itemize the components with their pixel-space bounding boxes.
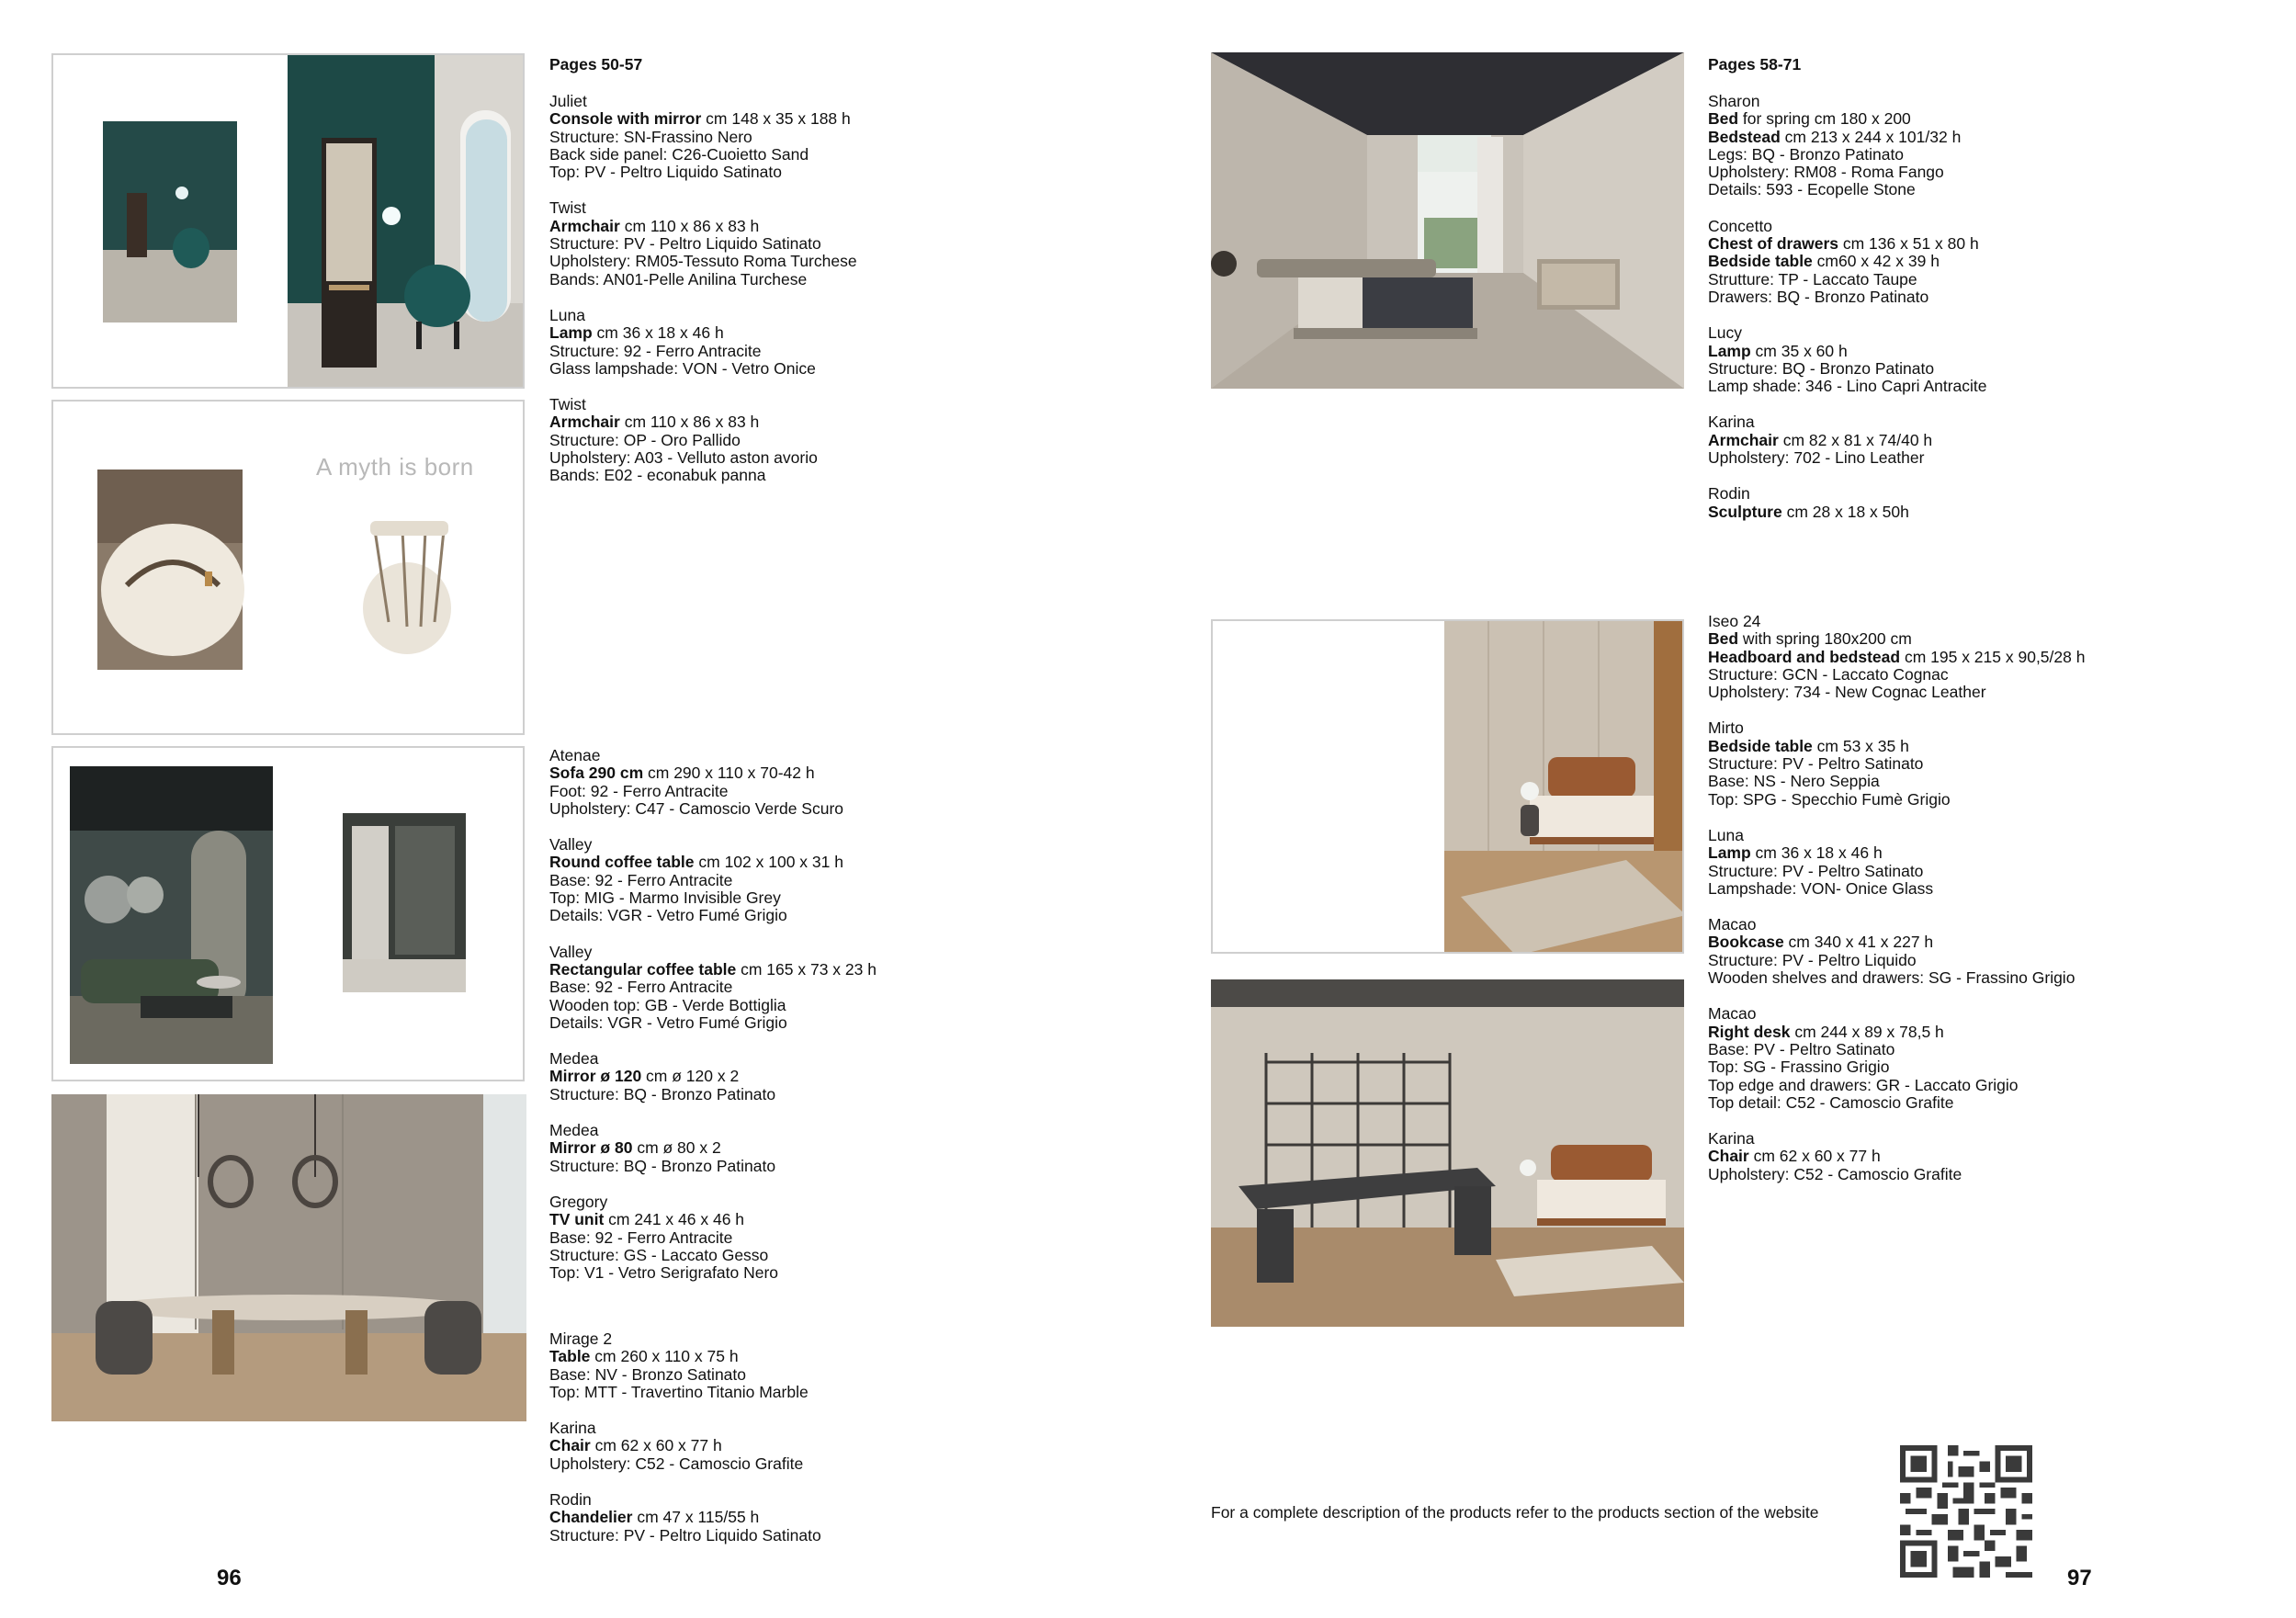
product-block xyxy=(1708,413,1987,467)
photo-sharon-bed xyxy=(1211,52,1684,389)
product-line: Wooden top: GB - Verde Bottiglia xyxy=(549,995,786,1014)
collection-name: Luna xyxy=(549,305,585,324)
product-line: Bedside table cm60 x 42 x 39 h xyxy=(1708,252,1940,271)
product-block xyxy=(1708,613,2085,701)
collection-name: Lucy xyxy=(1708,323,1742,343)
product-line: Structure: BQ - Bronzo Patinato xyxy=(1708,358,1935,378)
product-block xyxy=(549,93,857,181)
product-block xyxy=(1708,485,1987,521)
product-line: Chair cm 62 x 60 x 77 h xyxy=(1708,1147,1881,1166)
product-line: Top: MIG - Marmo Invisible Grey xyxy=(549,888,781,908)
collection-name: Juliet xyxy=(549,92,587,110)
product-line: Structure: GS - Laccato Gesso xyxy=(549,1245,769,1264)
image-mirage-dining xyxy=(51,1094,526,1421)
collection-name: Mirage 2 xyxy=(549,1329,613,1348)
left-column-top xyxy=(549,93,857,504)
product-block xyxy=(549,1122,877,1175)
section-header: Pages 58-71 xyxy=(1708,55,1802,74)
collection-name: Karina xyxy=(549,1419,596,1438)
product-block xyxy=(549,1420,821,1473)
product-line: Right desk cm 244 x 89 x 78,5 h xyxy=(1708,1022,1944,1041)
image-twist-armchair-ivory xyxy=(51,400,525,735)
image-caption: A myth is born xyxy=(316,453,474,481)
collection-name: Medea xyxy=(549,1121,599,1140)
right-column-bottom xyxy=(1708,613,2085,1202)
product-line: Top: V1 - Vetro Serigrafato Nero xyxy=(549,1263,779,1283)
collection-name: Karina xyxy=(1708,1129,1755,1148)
photo-iseo-bed xyxy=(1213,621,1684,954)
product-line: Structure: OP - Oro Pallido xyxy=(549,430,741,449)
product-line: Top: SPG - Specchio Fumè Grigio xyxy=(1708,789,1951,809)
collection-name: Iseo 24 xyxy=(1708,612,1761,630)
product-line: Bookcase cm 340 x 41 x 227 h xyxy=(1708,933,1934,952)
product-block xyxy=(549,1491,821,1544)
collection-name: Valley xyxy=(549,835,593,854)
product-line: Bed with spring 180x200 cm xyxy=(1708,629,1912,649)
product-block xyxy=(1708,324,1987,395)
photo-twist-armchair xyxy=(53,402,525,735)
product-line: Drawers: BQ - Bronzo Patinato xyxy=(1708,287,1929,306)
product-block xyxy=(549,199,857,288)
collection-name: Macao xyxy=(1708,915,1757,934)
product-line: Upholstery: A03 - Velluto aston avorio xyxy=(549,448,818,468)
product-line: Structure: PV - Peltro Liquido Satinato xyxy=(549,234,821,254)
product-line: Top: PV - Peltro Liquido Satinato xyxy=(549,163,782,182)
collection-name: Gregory xyxy=(549,1192,608,1211)
product-line: Base: NS - Nero Seppia xyxy=(1708,772,1880,791)
product-line: Mirror ø 80 cm ø 80 x 2 xyxy=(549,1138,721,1158)
collection-name: Concetto xyxy=(1708,216,1773,235)
product-block xyxy=(1708,827,2085,898)
collection-name: Valley xyxy=(549,942,593,961)
product-block xyxy=(1708,1130,2085,1183)
product-line: Mirror ø 120 cm ø 120 x 2 xyxy=(549,1067,740,1086)
product-block xyxy=(549,396,857,484)
product-block xyxy=(549,307,857,378)
product-block xyxy=(1708,218,1987,306)
product-line: Upholstery: RM05-Tessuto Roma Turchese xyxy=(549,252,857,271)
product-line: Upholstery: 734 - New Cognac Leather xyxy=(1708,683,1986,702)
product-line: Bands: AN01-Pelle Anilina Turchese xyxy=(549,269,808,289)
product-line: Headboard and bedstead cm 195 x 215 x 90,5/28 h xyxy=(1708,647,2086,666)
product-line: Structure: PV - Peltro Liquido Satinato xyxy=(549,1525,821,1544)
product-line: Upholstery: C47 - Camoscio Verde Scuro xyxy=(549,798,843,818)
product-line: Details: VGR - Vetro Fumé Grigio xyxy=(549,1013,787,1032)
collection-name: Mirto xyxy=(1708,718,1744,738)
collection-name: Luna xyxy=(1708,825,1744,844)
image-juliet-twist xyxy=(51,53,525,389)
image-iseo-bed xyxy=(1211,619,1684,954)
product-line: Upholstery: C52 - Camoscio Grafite xyxy=(549,1454,804,1473)
product-line: Chest of drawers cm 136 x 51 x 80 h xyxy=(1708,234,1979,254)
product-line: Lamp cm 36 x 18 x 46 h xyxy=(1708,843,1883,863)
qr-code-icon[interactable] xyxy=(1900,1445,2032,1578)
product-line: Chair cm 62 x 60 x 77 h xyxy=(549,1436,722,1455)
product-block xyxy=(1708,93,1987,199)
product-line: Bands: E02 - econabuk panna xyxy=(549,466,766,485)
product-line: Console with mirror cm 148 x 35 x 188 h xyxy=(549,109,851,129)
right-column-top xyxy=(1708,93,1987,539)
image-macao-study xyxy=(1211,979,1684,1327)
product-block xyxy=(1708,719,2085,808)
product-line: Base: PV - Peltro Satinato xyxy=(1708,1039,1895,1058)
product-line: Structure: BQ - Bronzo Patinato xyxy=(549,1084,776,1103)
left-column-middle xyxy=(549,747,877,1300)
collection-name: Rodin xyxy=(1708,484,1750,504)
product-line: Details: VGR - Vetro Fumé Grigio xyxy=(549,906,787,925)
product-line: Lamp cm 35 x 60 h xyxy=(1708,341,1848,360)
product-line: Sculpture cm 28 x 18 x 50h xyxy=(1708,502,1909,521)
product-line: Structure: BQ - Bronzo Patinato xyxy=(549,1156,776,1175)
product-line: Glass lampshade: VON - Vetro Onice xyxy=(549,358,816,378)
product-line: Armchair cm 82 x 81 x 74/40 h xyxy=(1708,430,1933,449)
product-line: Foot: 92 - Ferro Antracite xyxy=(549,781,729,800)
collection-name: Karina xyxy=(1708,413,1755,432)
product-line: Bedstead cm 213 x 244 x 101/32 h xyxy=(1708,127,1962,146)
product-line: Strutture: TP - Laccato Taupe xyxy=(1708,269,1917,289)
product-line: Structure: PV - Peltro Satinato xyxy=(1708,754,1924,774)
product-block xyxy=(549,836,877,924)
photo-juliet-console xyxy=(53,55,525,389)
product-line: Upholstery: 702 - Lino Leather xyxy=(1708,448,1925,468)
product-line: Base: 92 - Ferro Antracite xyxy=(549,870,733,889)
product-line: Structure: SN-Frassino Nero xyxy=(549,127,752,146)
product-line: Top: MTT - Travertino Titanio Marble xyxy=(549,1382,809,1401)
right-header xyxy=(1708,56,1801,74)
photo-mirage-table xyxy=(51,1094,526,1421)
product-line: Armchair cm 110 x 86 x 83 h xyxy=(549,413,760,432)
product-block xyxy=(549,1194,877,1282)
product-block xyxy=(1708,916,2085,987)
product-block xyxy=(549,944,877,1032)
product-line: Bedside table cm 53 x 35 h xyxy=(1708,736,1909,755)
collection-name: Sharon xyxy=(1708,92,1760,110)
product-line: Upholstery: RM08 - Roma Fango xyxy=(1708,163,1944,182)
collection-name: Rodin xyxy=(549,1490,592,1510)
collection-name: Macao xyxy=(1708,1004,1757,1024)
left-column-bottom xyxy=(549,1330,821,1563)
product-block xyxy=(1708,1005,2085,1112)
product-block xyxy=(549,1050,877,1103)
page-number-right: 97 xyxy=(2067,1566,2092,1590)
product-line: Top detail: C52 - Camoscio Grafite xyxy=(1708,1092,1954,1112)
product-line: Round coffee table cm 102 x 100 x 31 h xyxy=(549,853,843,872)
image-sharon-bedroom xyxy=(1211,52,1684,389)
collection-name: Twist xyxy=(549,395,586,414)
image-atenae-living xyxy=(51,746,525,1081)
product-line: Bed for spring cm 180 x 200 xyxy=(1708,109,1911,129)
collection-name: Medea xyxy=(549,1049,599,1069)
product-line: Structure: 92 - Ferro Antracite xyxy=(549,341,762,360)
product-line: Sofa 290 cm cm 290 x 110 x 70-42 h xyxy=(549,764,815,783)
product-line: Back side panel: C26-Cuoietto Sand xyxy=(549,144,809,164)
product-line: TV unit cm 241 x 46 x 46 h xyxy=(549,1210,745,1229)
product-line: Structure: GCN - Laccato Cognac xyxy=(1708,664,1949,684)
product-line: Structure: PV - Peltro Liquido xyxy=(1708,950,1917,969)
product-line: Rectangular coffee table cm 165 x 73 x 23 h xyxy=(549,959,877,979)
product-line: Lampshade: VON- Onice Glass xyxy=(1708,878,1934,898)
product-line: Legs: BQ - Bronzo Patinato xyxy=(1708,144,1905,164)
product-line: Top edge and drawers: GR - Laccato Grigio xyxy=(1708,1075,2019,1094)
product-line: Top: SG - Frassino Grigio xyxy=(1708,1058,1890,1077)
website-note: For a complete description of the products refer to the products section of the website xyxy=(1211,1503,1819,1522)
product-line: Base: 92 - Ferro Antracite xyxy=(549,1228,733,1247)
product-line: Structure: PV - Peltro Satinato xyxy=(1708,861,1924,880)
photo-macao-desk xyxy=(1211,979,1684,1327)
collection-name: Atenae xyxy=(549,746,601,764)
collection-name: Twist xyxy=(549,198,586,218)
product-line: Table cm 260 x 110 x 75 h xyxy=(549,1347,739,1366)
product-line: Upholstery: C52 - Camoscio Grafite xyxy=(1708,1164,1962,1183)
section-header: Pages 50-57 xyxy=(549,55,643,74)
page-number-left: 96 xyxy=(217,1566,242,1590)
product-block xyxy=(549,747,877,818)
product-line: Wooden shelves and drawers: SG - Frassino Grigio xyxy=(1708,968,2075,988)
photo-atenae-sofa xyxy=(53,748,525,1081)
product-line: Lamp shade: 346 - Lino Capri Antracite xyxy=(1708,377,1987,396)
product-line: Base: 92 - Ferro Antracite xyxy=(549,978,733,997)
product-line: Chandelier cm 47 x 115/55 h xyxy=(549,1508,760,1527)
product-line: Armchair cm 110 x 86 x 83 h xyxy=(549,216,760,235)
left-header xyxy=(549,56,642,74)
product-line: Lamp cm 36 x 18 x 46 h xyxy=(549,323,724,343)
product-line: Base: NV - Bronzo Satinato xyxy=(549,1364,746,1384)
product-line: Details: 593 - Ecopelle Stone xyxy=(1708,180,1916,199)
product-block xyxy=(549,1330,821,1401)
